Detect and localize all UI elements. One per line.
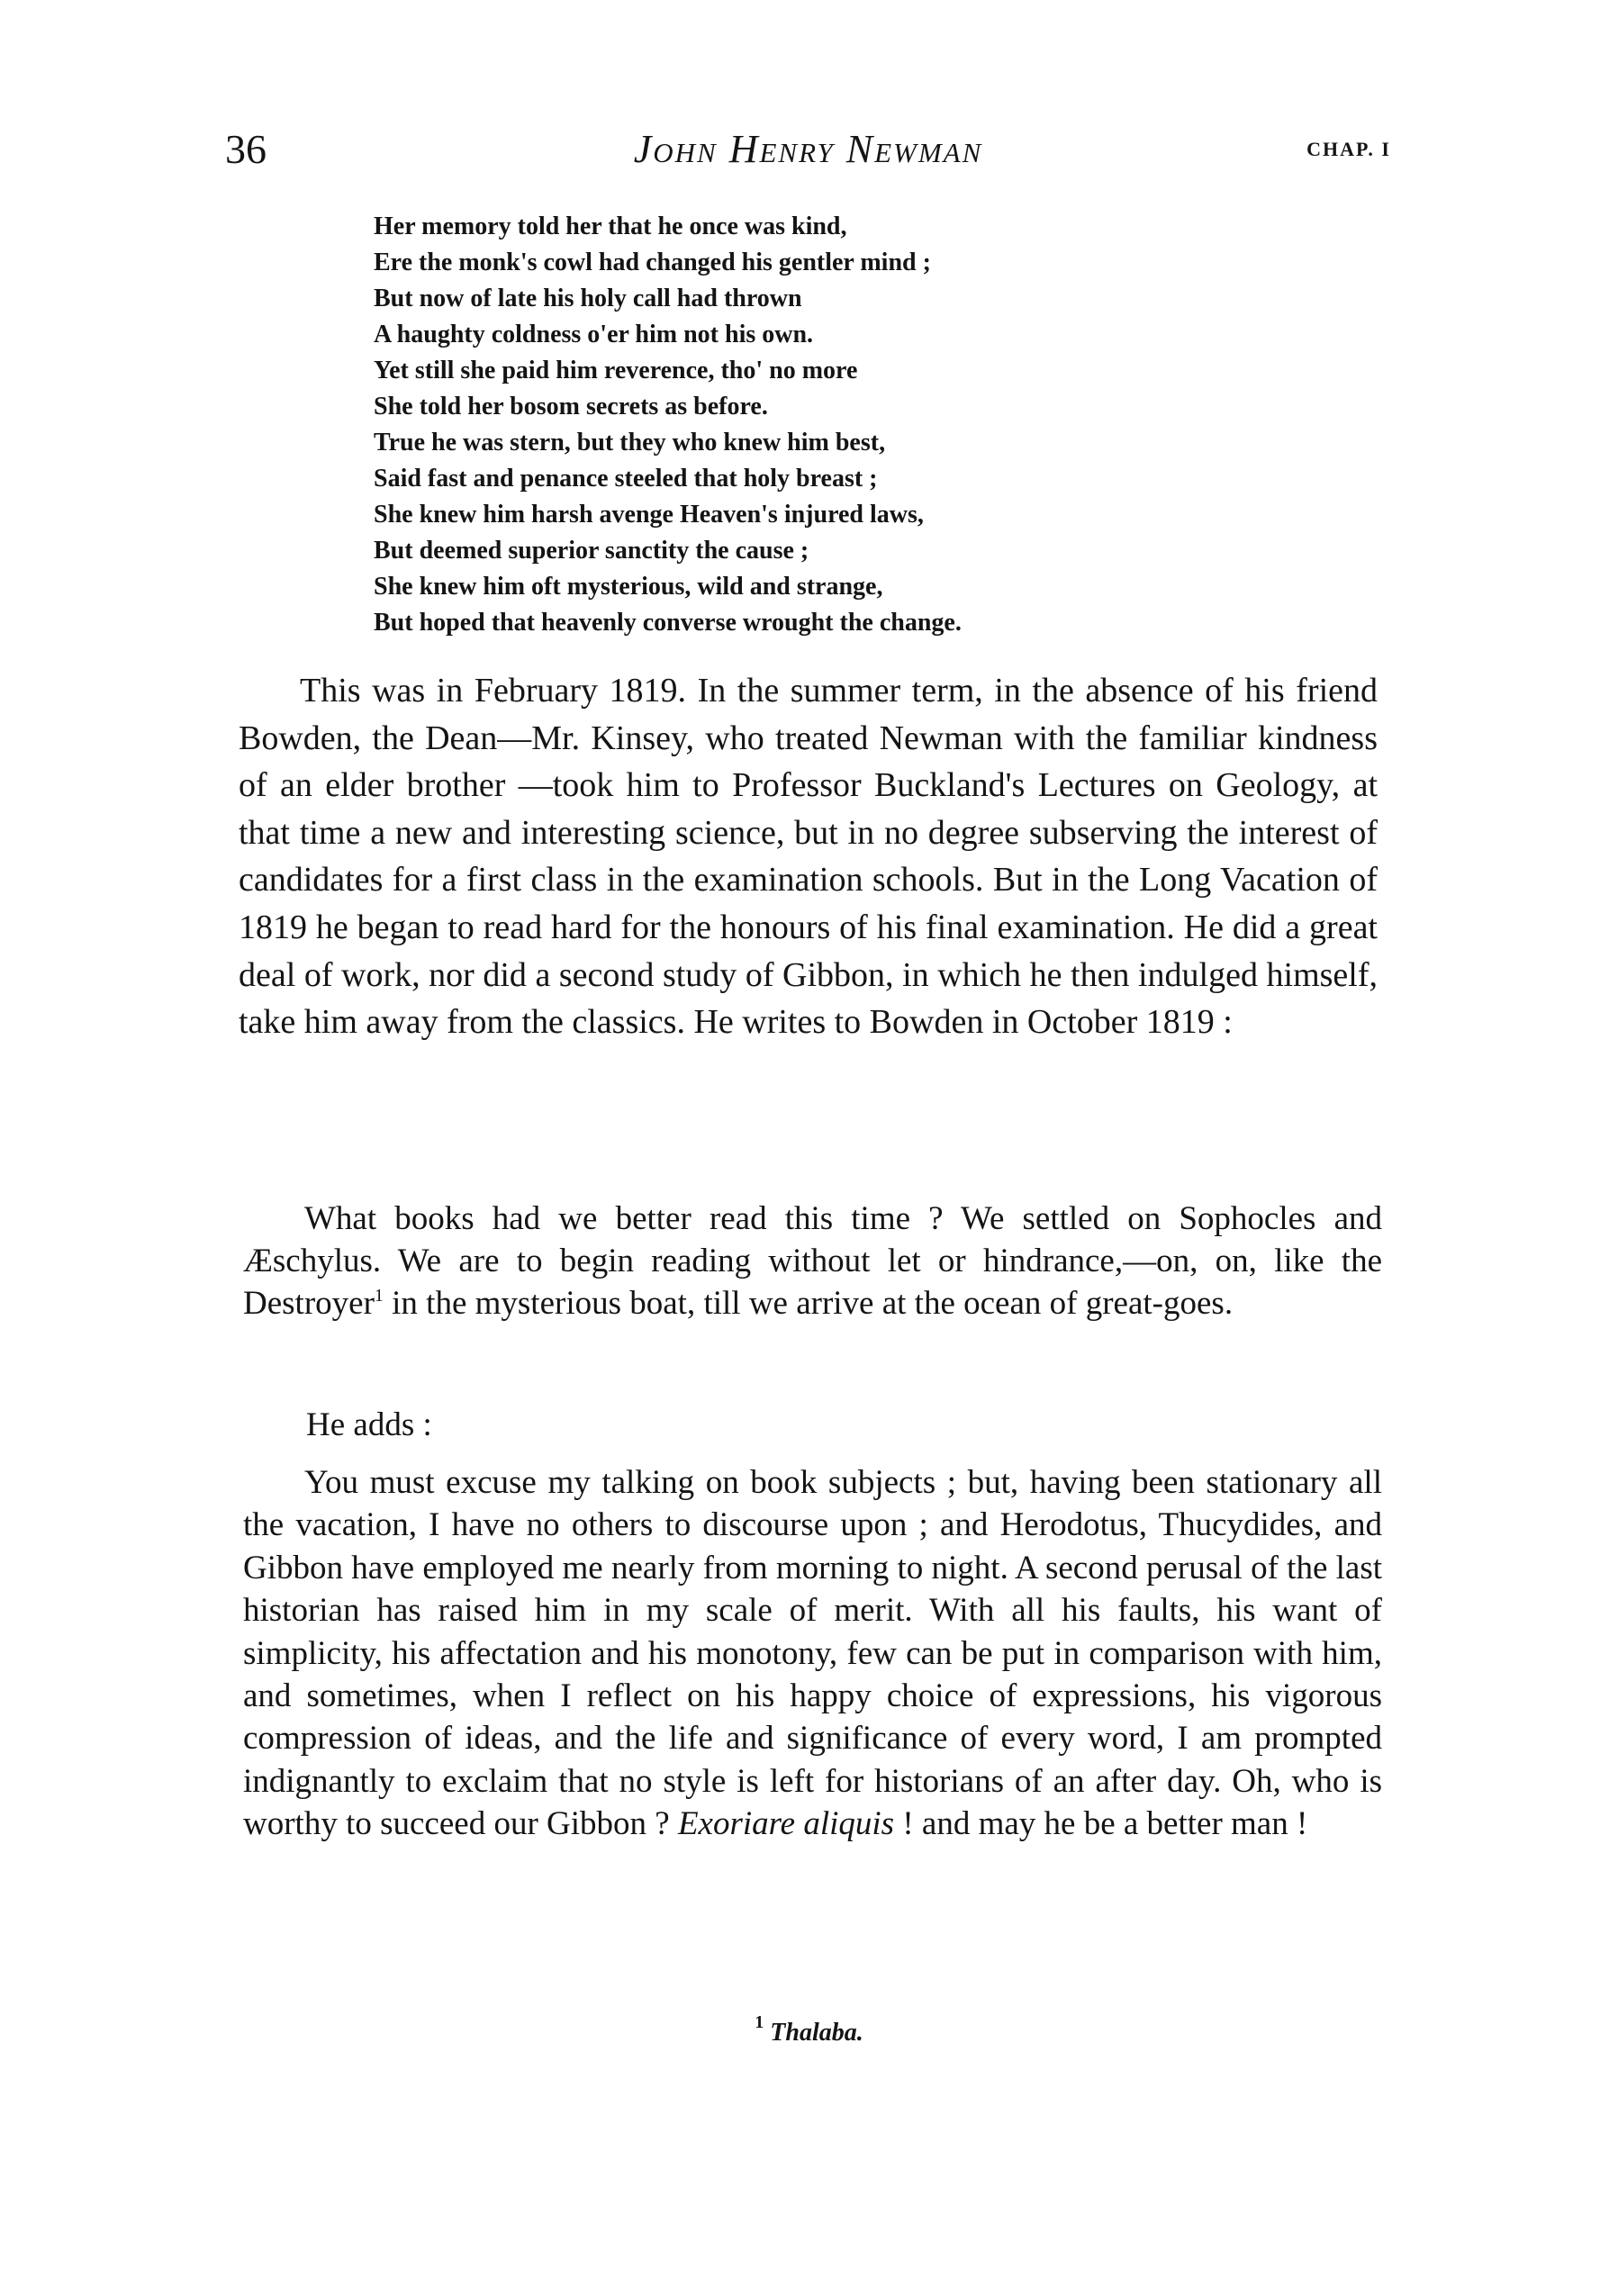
verse-block (374, 209, 1274, 641)
chapter-label: CHAP. I (1306, 138, 1391, 160)
verse-line: She told her bosom secrets as before. (374, 393, 768, 420)
quote-text: You must excuse my talking on book subjects ; but, having been stationary all the vacation, I have no others to discourse upon ; and Herodotus, Thucydides, and Gibbon have employed me nearly from morning to night. A second perusal of the last historian has raised him in my scale of merit. With all his faults, his want of simplicity, his affectation and his monotony, few can be put in comparison with him, and sometimes, when I reflect on his happy choice of expressions, his vigorous compression of ideas, and the life and significance of every word, I am prompted indignantly to exclaim that no style is left for historians of an after day. Oh, who is worthy to succeed our Gibbon ? (243, 1464, 1382, 1843)
footnote-reference: 1 (374, 1286, 384, 1306)
verse-line: But now of late his holy call had thrown (374, 285, 802, 312)
letter-quote (243, 1198, 1382, 1324)
running-head (225, 124, 1391, 178)
verse-line: A haughty coldness o'er him not his own. (374, 321, 814, 348)
footnote-marker: 1 (755, 2012, 764, 2032)
verse-line: Ere the monk's cowl had changed his gentler mind ; (374, 249, 931, 276)
footnote (0, 2012, 1618, 2051)
body-paragraph: This was in February 1819. In the summer term, in the absence of his friend Bowden, the Dean—Mr. Kinsey, who treated Newman with the familiar kindness of an elder brother —took him to Professor Buckland's Lectures on Geology, at that time a new and interesting science, but in no degree subserving the interest of candidates for a first class in the examination schools. But in the Long Vacation of 1819 he began to read hard for the honours of his final examination. He did a great deal of work, nor did a second study of Gibbon, in which he then indulged himself, take him away from the classics. He writes to Bowden in October 1819 : (239, 672, 1378, 1042)
verse-line: True he was stern, but they who knew him best, (374, 429, 886, 456)
transition-line: He adds : (306, 1406, 432, 1443)
verse-line: She knew him oft mysterious, wild and strange, (374, 573, 883, 601)
verse-line: But deemed superior sanctity the cause ; (374, 537, 809, 565)
page-number: 36 (225, 126, 267, 172)
running-title: John Henry Newman (633, 127, 983, 171)
quote-text: What books had we better read this time ? We settled on Sophocles and Æschylus. We are to begin reading without let or hindrance,—on, on, like the Destroyer (243, 1200, 1382, 1322)
verse-line: But hoped that heavenly converse wrought the change. (374, 609, 962, 637)
latin-phrase: Exoriare aliquis (677, 1805, 895, 1843)
verse-line: Yet still she paid him reverence, tho' no more (374, 357, 858, 384)
verse-line: Her memory told her that he once was kind, (374, 212, 847, 240)
quote-text: in the mysterious boat, till we arrive at the ocean of great-goes. (383, 1285, 1234, 1322)
verse-line: She knew him harsh avenge Heaven's injured laws, (374, 501, 924, 529)
verse-line: Said fast and penance steeled that holy breast ; (374, 465, 878, 493)
footnote-text: Thalaba. (770, 2019, 863, 2047)
quote-text: ! and may he be a better man ! (894, 1805, 1308, 1843)
letter-quote (243, 1461, 1382, 1846)
